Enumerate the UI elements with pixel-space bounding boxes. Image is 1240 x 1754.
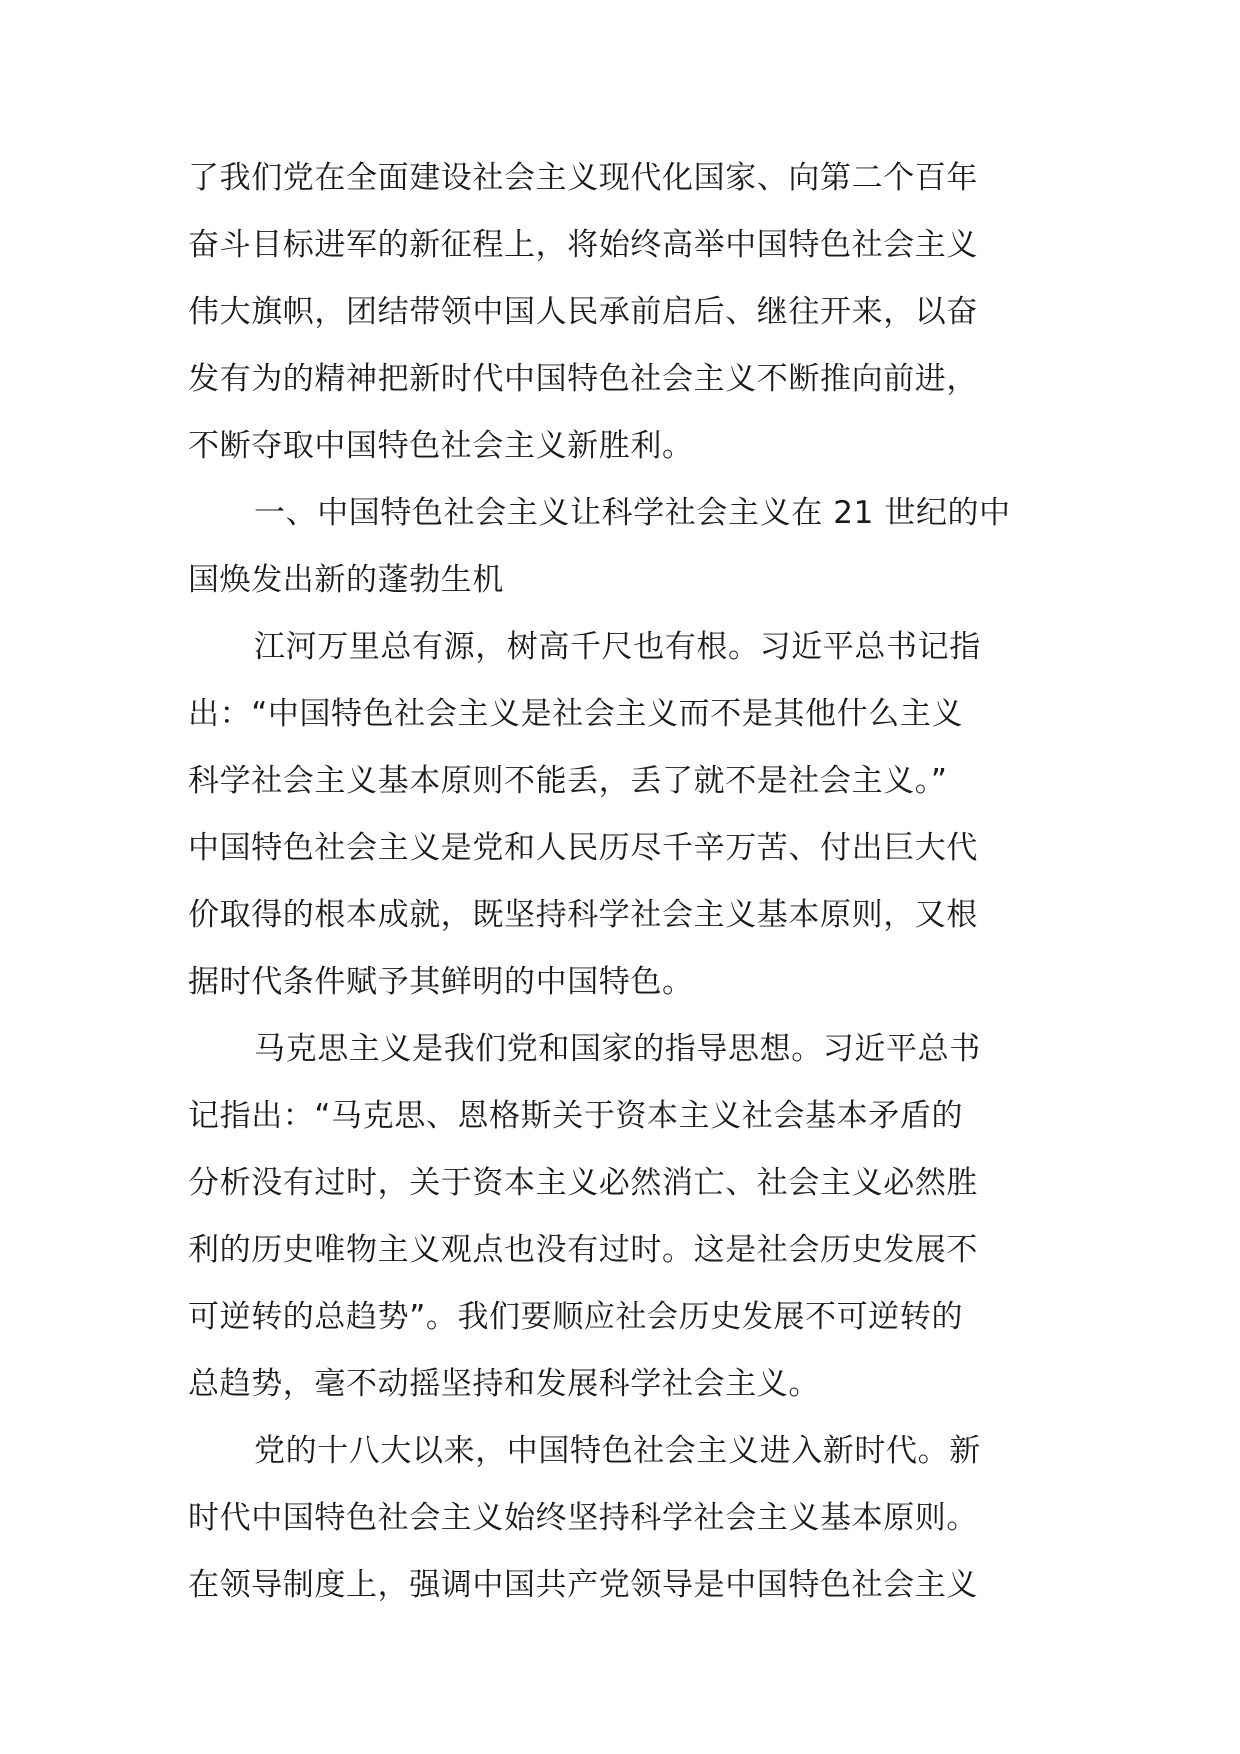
text-line: 发有为的精神把新时代中国特色社会主义不断推向前进， bbox=[188, 361, 978, 397]
text-line: 出：“中国特色社会主义是社会主义而不是其他什么主义 bbox=[188, 696, 964, 732]
text-line: 据时代条件赋予其鲜明的中国特色。 bbox=[188, 964, 694, 1000]
text-line: 伟大旗帜，团结带领中国人民承前启后、继往开来，以奋 bbox=[188, 294, 978, 330]
text-line: 在领导制度上，强调中国共产党领导是中国特色社会主义 bbox=[188, 1567, 978, 1603]
text-line: 江河万里总有源，树高千尺也有根。习近平总书记指 bbox=[254, 629, 981, 665]
text-line: 分析没有过时，关于资本主义必然消亡、社会主义必然胜 bbox=[188, 1165, 978, 1201]
text-line: 总趋势，毫不动摇坚持和发展科学社会主义。 bbox=[188, 1366, 820, 1402]
text-line: 利的历史唯物主义观点也没有过时。这是社会历史发展不 bbox=[188, 1232, 978, 1268]
text-line: 科学社会主义基本原则不能丢，丢了就不是社会主义。” bbox=[188, 763, 948, 799]
text-line: 价取得的根本成就，既坚持科学社会主义基本原则，又根 bbox=[188, 897, 978, 933]
text-line: 中国特色社会主义是党和人民历尽千辛万苦、付出巨大代 bbox=[188, 830, 978, 866]
text-line: 马克思主义是我们党和国家的指导思想。习近平总书 bbox=[254, 1031, 981, 1067]
text-line: 时代中国特色社会主义始终坚持科学社会主义基本原则。 bbox=[188, 1500, 978, 1536]
text-line: 党的十八大以来，中国特色社会主义进入新时代。新 bbox=[254, 1433, 981, 1469]
section-heading-line: 一、中国特色社会主义让科学社会主义在 21 世纪的中 bbox=[254, 495, 1011, 531]
text-line: 了我们党在全面建设社会主义现代化国家、向第二个百年 bbox=[188, 160, 978, 196]
text-line: 奋斗目标进军的新征程上，将始终高举中国特色社会主义 bbox=[188, 227, 978, 263]
body-text bbox=[188, 145, 1058, 1619]
text-line: 不断夺取中国特色社会主义新胜利。 bbox=[188, 428, 694, 464]
text-line: 记指出：“马克思、恩格斯关于资本主义社会基本矛盾的 bbox=[188, 1098, 964, 1134]
text-line: 可逆转的总趋势”。我们要顺应社会历史发展不可逆转的 bbox=[188, 1299, 964, 1335]
section-heading-line: 国焕发出新的蓬勃生机 bbox=[188, 562, 504, 598]
